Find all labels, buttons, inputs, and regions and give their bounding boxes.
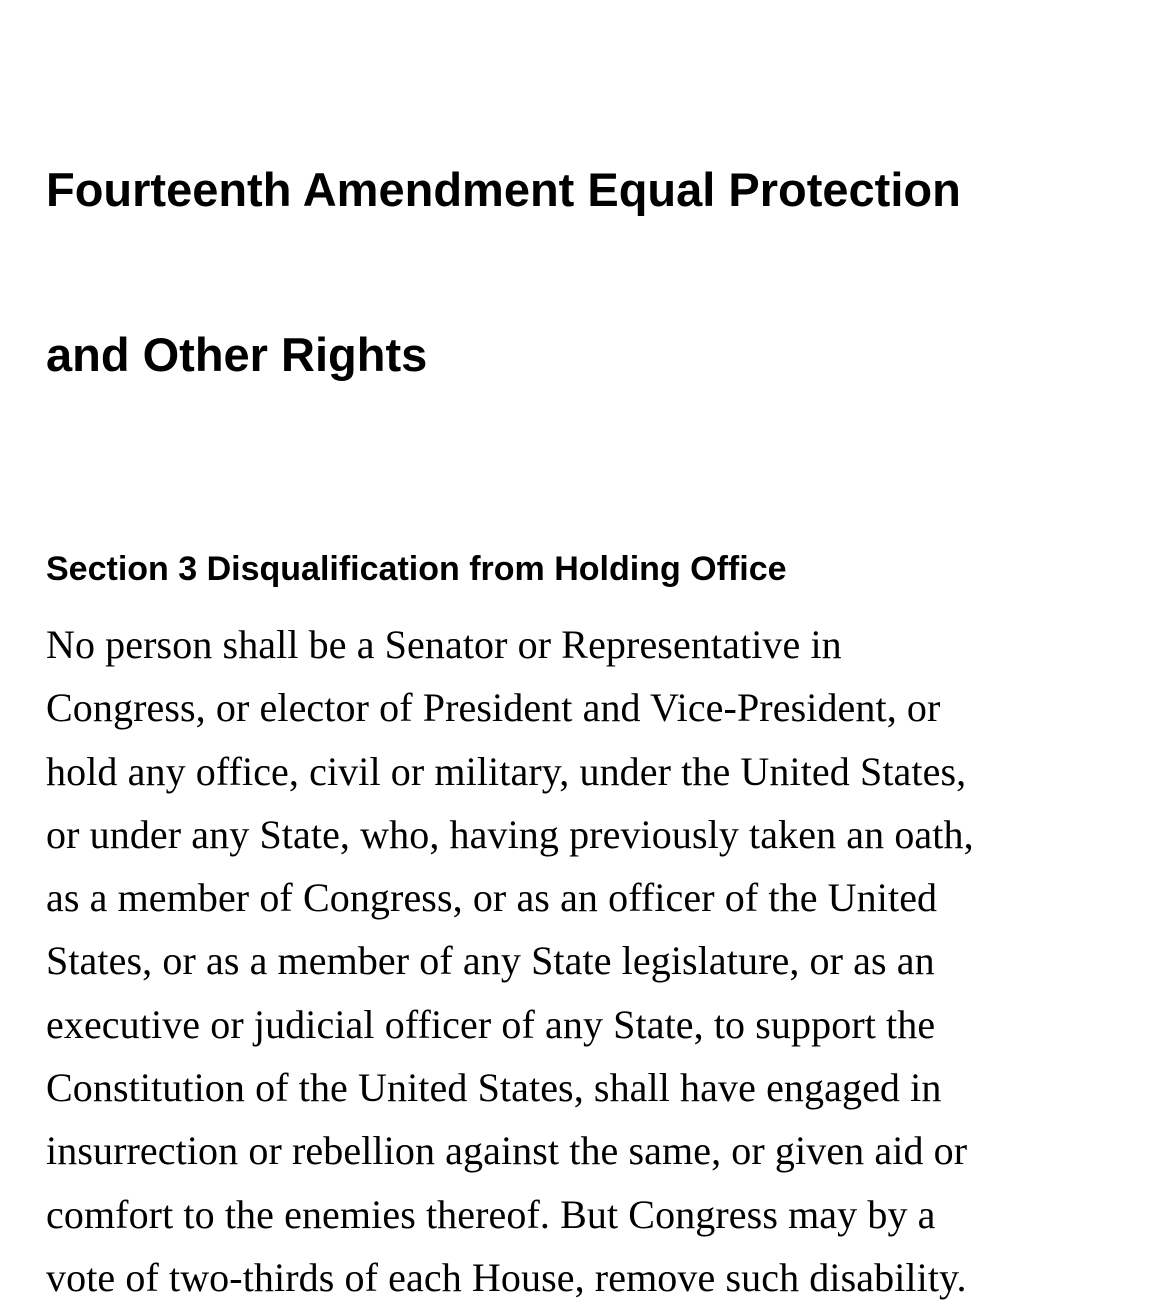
body-line: Constitution of the United States, shall have engaged in [46, 1065, 942, 1111]
body-line: or under any State, who, having previously taken an oath, [46, 811, 974, 857]
section-body-text [46, 613, 1136, 1309]
document-page [46, 52, 1136, 1309]
body-line: No person shall be a Senator or Representative in [46, 622, 842, 667]
body-line: States, or as a member of any State legislature, or as an [46, 938, 935, 984]
body-line: vote of two-thirds of each House, remove such disability. [46, 1254, 967, 1300]
page-title [46, 52, 1136, 492]
title-line: Fourteenth Amendment Equal Protection [46, 163, 961, 216]
body-line: hold any office, civil or military, under the United States, [46, 748, 967, 794]
body-line: insurrection or rebellion against the same, or given aid or [46, 1128, 968, 1174]
body-line: executive or judicial officer of any State, to support the [46, 1001, 936, 1047]
section-heading: Section 3 Disqualification from Holding Office [46, 550, 787, 588]
body-line: Congress, or elector of President and Vice-President, or [46, 685, 941, 731]
body-line: as a member of Congress, or as an officer of the United [46, 875, 938, 921]
title-line: and Other Rights [46, 328, 428, 381]
body-line: comfort to the enemies thereof. But Congress may by a [46, 1191, 936, 1237]
